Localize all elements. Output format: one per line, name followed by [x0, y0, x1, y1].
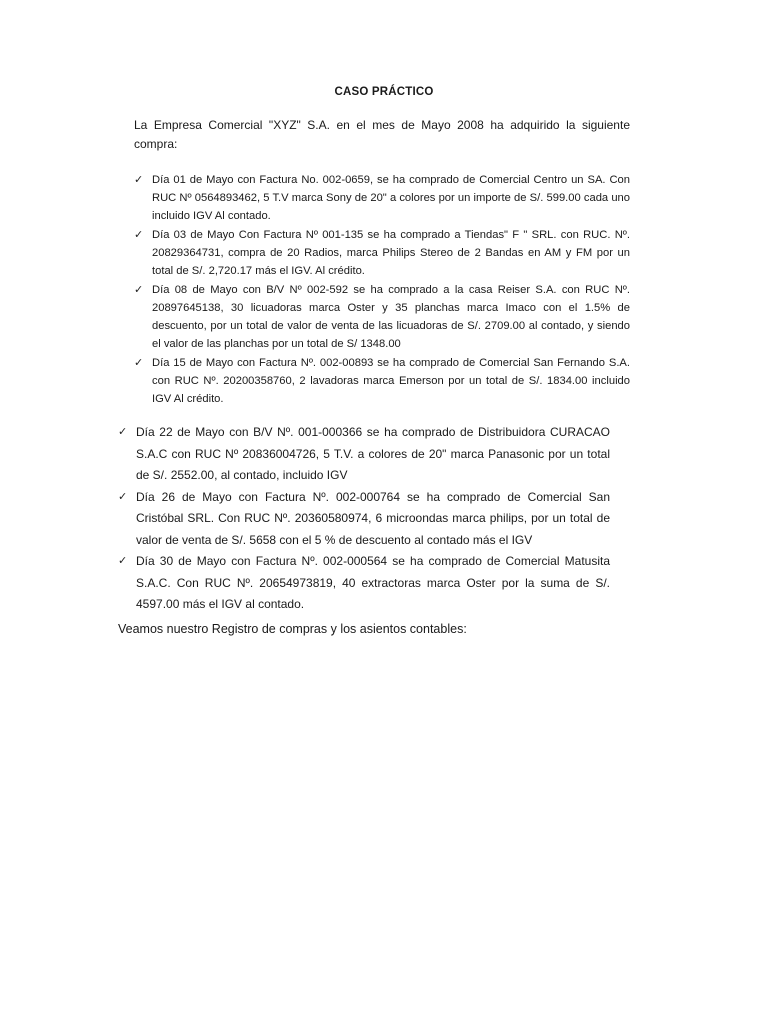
check-icon: ✓ [134, 357, 144, 369]
list-item-text: Día 15 de Mayo con Factura Nº. 002-00893 se ha comprado de Comercial San Fernando S.A. con RUC Nº. 20200358760, 2 lavadoras marca Emerson por un total de S/. 1834.00 incluido IGV Al crédito. [152, 357, 630, 405]
check-icon: ✓ [134, 229, 144, 241]
document-title: CASO PRÁCTICO [334, 86, 434, 98]
list-item [134, 171, 630, 225]
intro-paragraph: La Empresa Comercial "XYZ" S.A. en el mes de Mayo 2008 ha adquirido la siguiente compra: [134, 118, 630, 151]
list-item [134, 226, 630, 280]
check-icon: ✓ [134, 174, 144, 186]
list-item-text: Día 03 de Mayo Con Factura Nº 001-135 se ha comprado a Tiendas" F " SRL. con RUC. Nº. 20829364731, compra de 20 Radios, marca Philips Stereo de 2 Bandas en AM y FM por un total de S/. 2,720.17 más el IGV. Al crédito. [152, 229, 630, 277]
list-item [118, 551, 610, 616]
purchase-list-second [118, 422, 610, 616]
list-item-text: Día 22 de Mayo con B/V Nº. 001-000366 se ha comprado de Distribuidora CURACAO S.A.C con RUC Nº 20836004726, 5 T.V. a colores de 20" marca Panasonic por un total de S/. 2552.00, al contado, incluido IGV [136, 425, 610, 482]
list-item [134, 281, 630, 353]
list-item-text: Día 30 de Mayo con Factura Nº. 002-000564 se ha comprado de Comercial Matusita S.A.C. Con RUC Nº. 20654973819, 40 extractoras marca Oster por la suma de S/. 4597.00 más el IGV al contado. [136, 554, 610, 611]
check-icon: ✓ [118, 426, 128, 438]
list-item-text: Día 08 de Mayo con B/V Nº 002-592 se ha comprado a la casa Reiser S.A. con RUC Nº. 20897645138, 30 licuadoras marca Oster y 35 planchas marca Imaco con el 1.5% de descuento, por un total de valor de venta de las licuadoras de S/. 2709.00 al contado, y siendo el valor de las planchas por un total de S/ 1348.00 [152, 284, 630, 350]
list-item-text: Día 26 de Mayo con Factura Nº. 002-000764 se ha comprado de Comercial San Cristóbal SRL. Con RUC Nº. 20360580974, 6 microondas marca philips, por un total de valor de venta de S/. 5658 con el 5 % de descuento al contado más el IGV [136, 489, 610, 547]
list-item [134, 354, 630, 408]
list-item [118, 422, 610, 487]
closing-paragraph: Veamos nuestro Registro de compras y los asientos contables: [118, 622, 467, 636]
check-icon: ✓ [134, 284, 144, 296]
list-item [118, 487, 610, 552]
check-icon: ✓ [118, 555, 128, 567]
list-item-text: Día 01 de Mayo con Factura No. 002-0659, se ha comprado de Comercial Centro un SA. Con RUC Nº 0564893462, 5 T.V marca Sony de 20" a colores por un importe de S/. 599.00 cada uno incluido IGV Al contado. [152, 174, 630, 222]
purchase-list-first [134, 171, 630, 409]
check-icon: ✓ [118, 490, 128, 503]
